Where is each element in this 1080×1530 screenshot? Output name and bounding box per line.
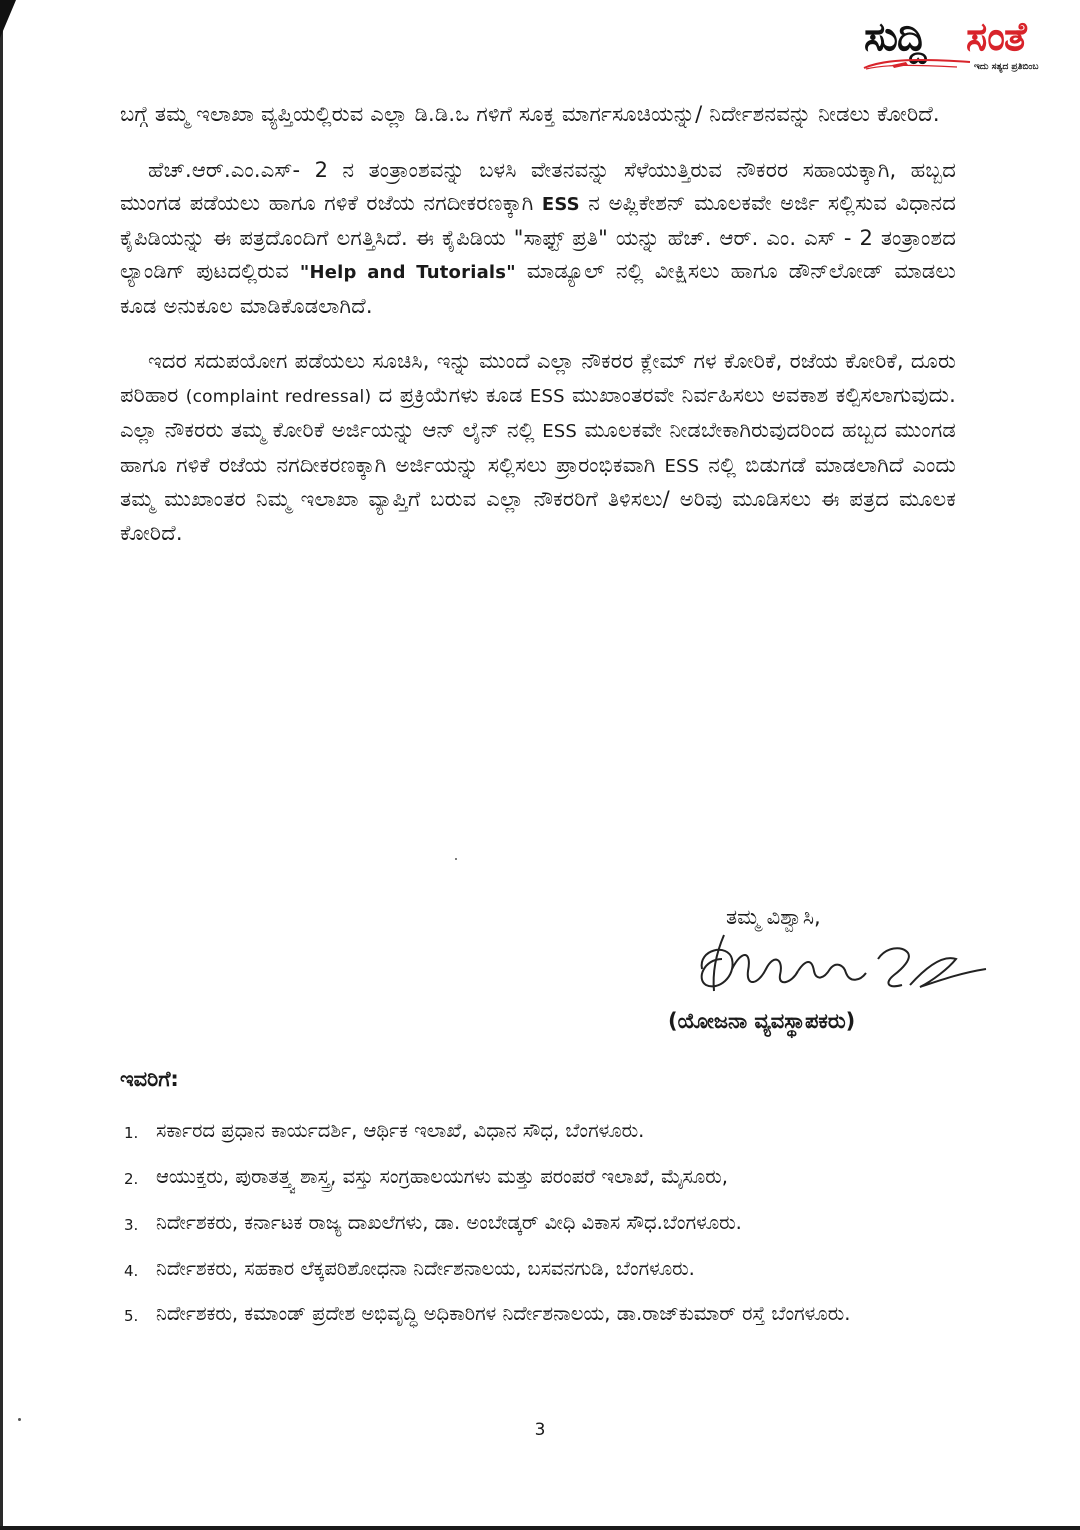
recipient-item: [120, 1292, 960, 1336]
paragraph-3-part-e: ನಲ್ಲಿ ಬಿಡುಗಡೆ ಮಾಡಲಾಗಿದೆ ಎಂದು ತಮ್ಮ ಮುಖಾಂತರ ನಿಮ್ಮ ಇಲಾಖಾ ವ್ಯಾಪ್ತಿಗೆ ಬರುವ ಎಲ್ಲಾ ನೌಕರರಿಗೆ ತಿಳಿಸಲು/ ಅರಿವು ಮೂಡಿಸಲು ಈ ಪತ್ರದ ಮೂಲಕ ಕೋರಿದೆ.: [120, 452, 956, 545]
ess-term: ESS: [529, 385, 565, 407]
recipient-item: [120, 1200, 960, 1246]
scan-corner-shadow: [0, 0, 16, 38]
scan-speck: [18, 1418, 21, 1421]
recipient-text: ನಿರ್ದೇಶಕರು, ಕಮಾಂಡ್ ಪ್ರದೇಶ ಅಭಿವೃದ್ಧಿ ಅಧಿಕಾರಿಗಳ ನಿರ್ದೇಶನಾಲಯ, ಡಾ.ರಾಜ್‌ಕುಮಾರ್ ರಸ್ತೆ ಬೆಂಗಳೂರು.: [156, 1302, 851, 1325]
complaint-redressal-term: (complaint redressal): [185, 386, 372, 407]
handwritten-signature: [688, 929, 988, 1009]
recipient-item: [120, 1154, 960, 1200]
paragraph-3-part-c: ಮುಖಾಂತರವೇ ನಿರ್ವಹಿಸಲು ಅವಕಾಶ ಕಲ್ಪಿಸಲಾಗುವುದು. ಎಲ್ಲಾ ನೌಕರರು ತಮ್ಮ ಕೋರಿಕೆ ಅರ್ಜಿಯನ್ನು ಆನ್ ಲೈನ್ ನಲ್ಲಿ: [120, 382, 956, 442]
recipient-text: ಆಯುಕ್ತರು, ಪುರಾತತ್ತ್ವ ಶಾಸ್ತ್ರ, ವಸ್ತು ಸಂಗ್ರಹಾಲಯಗಳು ಮತ್ತು ಪರಂಪರೆ ಇಲಾಖೆ, ಮೈಸೂರು,: [156, 1165, 728, 1188]
paragraph-3-part-a: ಇದರ ಸದುಪಯೋಗ ಪಡೆಯಲು ಸೂಚಿಸಿ, ಇನ್ನು ಮುಂದೆ ಎಲ್ಲಾ ನೌಕರರ ಕ್ಲೇಮ್ ಗಳ ಕೋರಿಕೆ, ರಜೆಯ ಕೋರಿಕೆ, ದೂರು ಪರಿಹಾರ: [120, 349, 956, 407]
paragraph-1: ಬಗ್ಗೆ ತಮ್ಮ ಇಲಾಖಾ ವ್ಯಪ್ತಿಯಲ್ಲಿರುವ ಎಲ್ಲಾ ಡಿ.ಡಿ.ಒ ಗಳಿಗೆ ಸೂಕ್ತ ಮಾರ್ಗಸೂಚಿಯನ್ನು/ ನಿರ್ದೇಶನವನ್ನು ನೀಡಲು ಕೋರಿದೆ.: [120, 102, 940, 126]
recipient-item: [120, 1108, 960, 1154]
closing-salutation: ತಮ್ಮ ವಿಶ್ವಾಸಿ,: [726, 905, 821, 929]
scan-edge-left: [0, 0, 3, 1530]
paragraph-2-part-b: ನ ಅಪ್ಲಿಕೇಶನ್ ಮೂಲಕವೇ ಅರ್ಜಿ ಸಲ್ಲಿಸುವ ವಿಧಾನದ ಕೈಪಿಡಿಯನ್ನು ಈ ಪತ್ರದೊಂದಿಗೆ ಲಗತ್ತಿಸಿದೆ. ಈ ಕೈಪಿಡಿಯ "ಸಾಫ್ಟ್ ಪ್ರತಿ" ಯನ್ನು ಹೆಚ್. ಆರ್. ಎಂ. ಎಸ್ - 2 ತಂತ್ರಾಂಶದ ಲ್ಯಾಂಡಿಗ್ ಪುಟದಲ್ಲಿರುವ: [120, 191, 956, 283]
page-number: 3: [534, 1420, 546, 1440]
recipient-text: ನಿರ್ದೇಶಕರು, ಸಹಕಾರ ಲೆಕ್ಕಪರಿಶೋಧನಾ ನಿರ್ದೇಶನಾಲಯ, ಬಸವನಗುಡಿ, ಬೆಂಗಳೂರು.: [156, 1257, 695, 1280]
recipients-list: [120, 1108, 960, 1336]
recipients-section: [120, 1062, 960, 1336]
logo-word-sudhi: ಸುದ್ದಿ: [864, 14, 926, 60]
logo-pen-swoosh-icon: [862, 56, 972, 72]
recipient-number: 1.: [124, 1124, 139, 1142]
ess-term: ESS: [541, 194, 580, 215]
scan-speck: [455, 858, 457, 860]
letter-body: [120, 98, 956, 570]
scan-edge-bottom: [0, 1526, 1080, 1530]
recipient-number: 5.: [124, 1307, 139, 1325]
recipients-heading: ಇವರಿಗೆ:: [120, 1067, 179, 1091]
paragraph-2-part-a: ಹೆಚ್.ಆರ್.ಎಂ.ಎಸ್- 2 ನ ತಂತ್ರಾಂಶವನ್ನು ಬಳಸಿ ವೇತನವನ್ನು ಸೆಳೆಯುತ್ತಿರುವ ನೌಕರರ ಸಹಾಯಕ್ಕಾಗಿ, ಹಬ್ಬದ ಮುಂಗಡ ಪಡೆಯಲು ಹಾಗೂ ಗಳಿಕೆ ರಜೆಯ ನಗದೀಕರಣಕ್ಕಾಗಿ: [120, 157, 956, 215]
ess-term: ESS: [542, 421, 578, 442]
designation: (ಯೋಜನಾ ವ್ಯವಸ್ಥಾಪಕರು): [668, 1009, 856, 1033]
recipient-item: [120, 1246, 960, 1292]
recipient-text: ನಿರ್ದೇಶಕರು, ಕರ್ನಾಟಕ ರಾಜ್ಯ ದಾಖಲೆಗಳು, ಡಾ. ಅಂಬೇಡ್ಕರ್ ವೀಧಿ ವಿಕಾಸ ಸೌಧ.ಬೆಂಗಳೂರು.: [156, 1211, 742, 1234]
sudhi-sante-logo: [862, 14, 1062, 76]
recipient-text: ಸರ್ಕಾರದ ಪ್ರಧಾನ ಕಾರ್ಯದರ್ಶಿ, ಆರ್ಥಿಕ ಇಲಾಖೆ, ವಿಧಾನ ಸೌಧ, ಬೆಂಗಳೂರು.: [156, 1119, 645, 1142]
ess-term: ESS: [664, 455, 700, 477]
recipient-number: 4.: [124, 1262, 139, 1280]
paragraph-2-part-c: ಮಾಡ್ಯೂಲ್ ನಲ್ಲಿ ವೀಕ್ಷಿಸಲು ಹಾಗೂ ಡೌನ್‌ಲೋಡ್ ಮಾಡಲು ಕೂಡ ಅನುಕೂಲ ಮಾಡಿಕೊಡಲಾಗಿದೆ.: [120, 259, 956, 318]
recipient-number: 3.: [124, 1216, 139, 1234]
paragraph-2: [120, 154, 956, 324]
recipient-number: 2.: [124, 1170, 139, 1188]
paragraph-3-part-b: ದ ಪ್ರಕ್ರಿಯೆಗಳು ಕೂಡ: [371, 382, 530, 407]
paragraph-3: [120, 345, 956, 550]
paragraph-3-part-d: ಮೂಲಕವೇ ನೀಡಬೇಕಾಗಿರುವುದರಿಂದ ಹಬ್ಬದ ಮುಂಗಡ ಹಾಗೂ ಗಳಿಕೆ ರಜೆಯ ನಗದೀಕರಣಕ್ಕಾಗಿ ಅರ್ಜಿಯನ್ನು ಸಲ್ಲಿಸಲು ಪ್ರಾರಂಭಿಕವಾಗಿ: [120, 418, 956, 477]
help-tutorials-module: "Help and Tutorials": [299, 262, 516, 283]
logo-tagline: ಇದು ಸತ್ಯದ ಪ್ರತಿಬಿಂಬ: [974, 62, 1039, 72]
signature-block: [668, 893, 988, 1043]
logo-word-sante: ಸಂತೆ: [966, 14, 1026, 60]
